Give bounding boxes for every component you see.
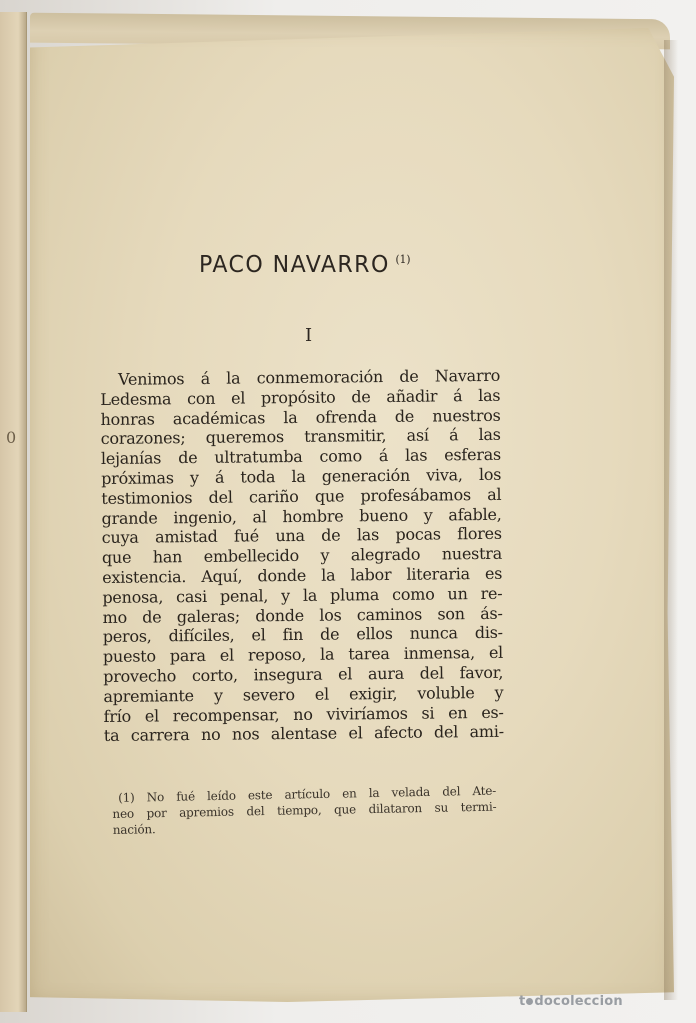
body-line: honras académicas la ofrenda de nuestros <box>100 405 501 429</box>
body-line: Ledesma con el propósito de añadir á las <box>100 385 501 409</box>
footnote <box>112 783 497 838</box>
body-line: grande ingenio, al hombre bueno y afable, <box>101 504 502 528</box>
footnote-reference: (1) <box>395 253 411 266</box>
body-paragraph <box>100 366 504 746</box>
body-line: Venimos á la conmemoración de Navarro <box>117 365 501 389</box>
watermark-text-end: docoleccion <box>534 994 623 1009</box>
body-line: apremiante y severo el exigir, voluble y <box>103 682 504 706</box>
left-page-mark: 0 <box>6 428 17 447</box>
body-line: próximas y á toda la generación viva, los <box>101 464 502 488</box>
body-line: existencia. Aquí, donde la labor literaria es <box>102 563 503 587</box>
page-right-shadow <box>664 40 678 1000</box>
body-line: provecho corto, insegura el aura del favor, <box>103 662 504 686</box>
watermark-logo <box>519 994 623 1009</box>
body-line: frío el recompensar, no viviríamos si en es- <box>103 702 504 726</box>
body-line: cuya amistad fué una de las pocas flores <box>101 524 502 548</box>
body-line: puesto para el reposo, la tarea inmensa, el <box>102 642 504 667</box>
left-page-edge <box>0 12 27 1012</box>
body-line: testimonios del cariño que profesábamos al <box>101 484 502 508</box>
body-line: penosa, casi penal, y la pluma como un re- <box>102 583 503 607</box>
watermark-circle-icon <box>526 998 533 1005</box>
watermark-text-start: t <box>519 994 526 1009</box>
footnote-line: nación. <box>112 822 156 837</box>
body-line: ta carrera no nos alentase el afecto del ami- <box>103 722 504 746</box>
body-line: que han embellecido y alegrado nuestra <box>101 543 503 568</box>
body-line: mo de galeras; donde los caminos son ás- <box>102 603 503 627</box>
chapter-title <box>199 252 545 278</box>
chapter-title-text: PACO NAVARRO <box>199 252 390 278</box>
body-line: corazones; queremos transmitir, así á las <box>100 425 501 449</box>
footnote-line: (1) No fué leído este artículo en la velada del Ate- <box>118 783 497 805</box>
section-numeral: I <box>305 325 313 346</box>
footnote-line: neo por apremios del tiempo, que dilataron su termi- <box>112 799 497 821</box>
body-line: peros, difíciles, el fin de ellos nunca dis- <box>102 623 503 647</box>
body-line: lejanías de ultratumba como á las esferas <box>100 444 502 469</box>
